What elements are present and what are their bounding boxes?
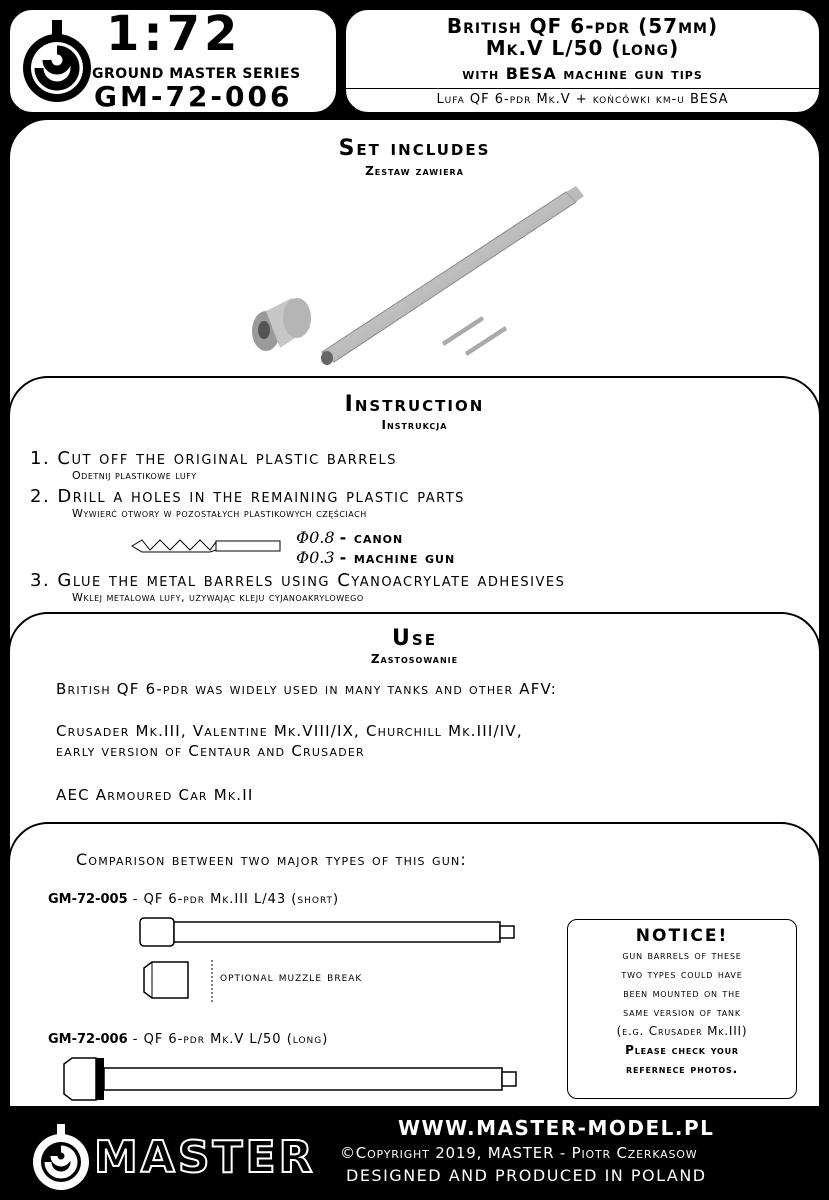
optional-muzzle-label: optional muzzle break: [220, 970, 363, 985]
footer: [10, 1112, 820, 1198]
step-2-sub: Wywierć otwory w pozostałych plastikowych częściach: [72, 507, 367, 520]
step-1-num: 1.: [30, 448, 51, 469]
use-subtitle: Zastosowanie: [370, 652, 459, 666]
mg-tip-parts: [442, 316, 507, 356]
step-2: [30, 486, 465, 507]
step-1-text: Cut off the original plastic barrels: [57, 448, 398, 469]
drill-size-1: Φ0.8: [296, 528, 335, 547]
instruction-title: Instruction: [344, 392, 485, 417]
drill-size-mg: [296, 548, 455, 567]
scale-label: 1:72: [106, 6, 242, 62]
drill-size-canon: [296, 528, 403, 547]
notice-line-2: two types could have: [621, 967, 743, 981]
use-line-4: AEC Armoured Car Mk.II: [56, 786, 254, 804]
instruction-subtitle: Instrukcja: [381, 418, 448, 432]
use-line-3: early version of Centaur and Crusader: [56, 742, 365, 760]
step-1: [30, 448, 397, 469]
notice-bold-1: Please check your: [625, 1043, 739, 1057]
step-2-num: 2.: [30, 486, 51, 507]
item-1-code: GM-72-005: [48, 892, 128, 907]
series-label: GROUND MASTER SERIES: [92, 66, 301, 82]
muzzle-break-drawing: [138, 960, 218, 1004]
drill-bit-icon: [130, 534, 282, 558]
short-barrel-drawing: [138, 914, 518, 950]
header-right-panel: [344, 8, 821, 114]
drill-size-2: Φ0.3: [296, 548, 335, 567]
drill-label-2: - machine gun: [339, 548, 456, 567]
instruction-panel: [8, 376, 821, 644]
notice-bold-2: refernece photos.: [626, 1062, 738, 1076]
header-left-panel: [8, 8, 338, 114]
item-1-desc: - QF 6-pdr Mk.III L/43 (short): [127, 892, 340, 907]
use-line-2: Crusader Mk.III, Valentine Mk.VIII/IX, Churchill Mk.III/IV,: [56, 722, 523, 740]
polish-subtitle: Lufa QF 6-pdr Mk.V + końcówki km-u BESA: [436, 92, 729, 107]
title-line-3: with BESA machine gun tips: [462, 64, 703, 83]
footer-brand: MASTER: [94, 1132, 316, 1183]
master-swirl-logo-icon: [18, 16, 96, 108]
set-subtitle: Zestaw zawiera: [365, 164, 464, 178]
notice-line-4: same version of tank: [623, 1005, 741, 1019]
notice-title: NOTICE!: [635, 926, 729, 946]
item-2-desc: - QF 6-pdr Mk.V L/50 (long): [127, 1032, 329, 1047]
step-2-text: Drill a holes in the remaining plastic parts: [57, 486, 465, 507]
parts-render-image: [10, 120, 819, 380]
long-barrel-drawing: [60, 1056, 520, 1104]
use-title: Use: [392, 626, 437, 651]
use-panel: [8, 612, 821, 854]
footer-copyright: ©Copyright 2019, MASTER - Piotr Czerkasow: [340, 1144, 698, 1162]
footer-designed: DESIGNED AND PRODUCED IN POLAND: [346, 1166, 707, 1185]
step-3-text: Glue the metal barrels using Cyanoacrylate adhesives: [57, 570, 566, 591]
notice-line-1: gun barrels of these: [622, 948, 742, 962]
step-3-num: 3.: [30, 570, 51, 591]
comparison-title: Comparison between two major types of this gun:: [76, 850, 467, 869]
drill-label-1: - canon: [339, 528, 404, 547]
notice-line-5: (e.g. Crusader Mk.III): [616, 1024, 748, 1038]
comparison-panel: [8, 822, 821, 1108]
product-code: GM-72-006: [94, 80, 293, 113]
step-1-sub: Odetnij plastikowe lufy: [72, 469, 197, 482]
use-line-1: British QF 6-pdr was widely used in many tanks and other AFV:: [56, 680, 558, 698]
footer-url[interactable]: WWW.MASTER-MODEL.PL: [398, 1116, 715, 1140]
step-3-sub: Wklej metalowa lufy, używając kleju cyjanoakrylowego: [72, 591, 364, 604]
header-divider: [346, 88, 819, 89]
comparison-item-1: [48, 892, 339, 907]
title-line-2: Mk.V L/50 (long): [485, 36, 680, 60]
item-2-code: GM-72-006: [48, 1032, 128, 1047]
step-3: [30, 570, 565, 591]
notice-box: [567, 919, 797, 1099]
comparison-item-2: [48, 1032, 328, 1047]
master-footer-logo-icon: [30, 1122, 92, 1192]
set-title: Set includes: [338, 136, 491, 161]
muzzle-sleeve-part: [252, 298, 311, 351]
title-line-1: British QF 6-pdr (57mm): [446, 14, 719, 38]
notice-line-3: been mounted on the: [623, 986, 741, 1000]
set-includes-panel: [8, 118, 821, 408]
